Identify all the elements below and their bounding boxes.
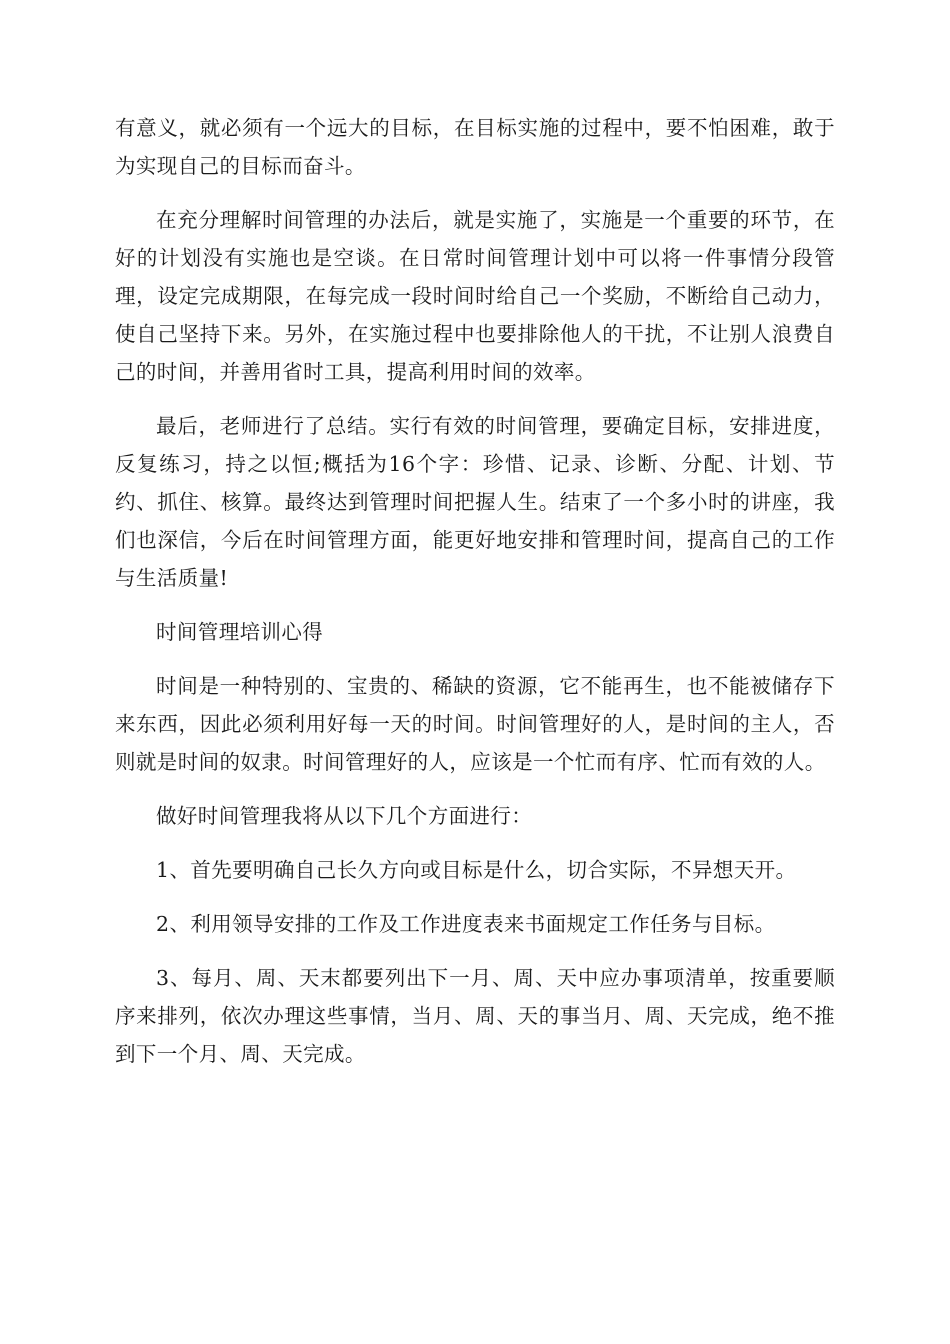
list-item-3: 3、每月、周、天末都要列出下一月、周、天中应办事项清单，按重要顺序来排列，依次办理这些事情，当月、周、天的事当月、周、天完成，绝不推到下一个月、周、天完成。 — [115, 966, 835, 1066]
paragraph-continuation: 有意义，就必须有一个远大的目标，在目标实施的过程中，要不怕困难，敢于为实现自己的目标而奋斗。 — [115, 116, 835, 178]
list-item-2: 2、利用领导安排的工作及工作进度表来书面规定工作任务与目标。 — [156, 912, 776, 936]
section-heading: 时间管理培训心得 — [156, 620, 324, 644]
document-body — [115, 109, 835, 1089]
list-item-1: 1、首先要明确自己长久方向或目标是什么，切合实际，不异想天开。 — [156, 858, 797, 882]
paragraph-implementation: 在充分理解时间管理的办法后，就是实施了，实施是一个重要的环节，在好的计划没有实施也是空谈。在日常时间管理计划中可以将一件事情分段管理，设定完成期限，在每完成一段时间时给自己一个奖励，不断给自己动力，使自己坚持下来。另外，在实施过程中也要排除他人的干扰，不让别人浪费自己的时间，并善用省时工具，提高利用时间的效率。 — [115, 208, 835, 384]
paragraph-intro: 时间是一种特别的、宝贵的、稀缺的资源，它不能再生，也不能被储存下来东西，因此必须利用好每一天的时间。时间管理好的人，是时间的主人，否则就是时间的奴隶。时间管理好的人，应该是一个忙而有序、忙而有效的人。 — [115, 674, 835, 774]
paragraph-lead-in: 做好时间管理我将从以下几个方面进行： — [156, 804, 533, 828]
paragraph-summary: 最后，老师进行了总结。实行有效的时间管理，要确定目标，安排进度，反复练习，持之以恒;概括为16个字：珍惜、记录、诊断、分配、计划、节约、抓住、核算。最终达到管理时间把握人生。结束了一个多小时的讲座，我们也深信，今后在时间管理方面，能更好地安排和管理时间，提高自己的工作与生活质量! — [115, 414, 835, 590]
